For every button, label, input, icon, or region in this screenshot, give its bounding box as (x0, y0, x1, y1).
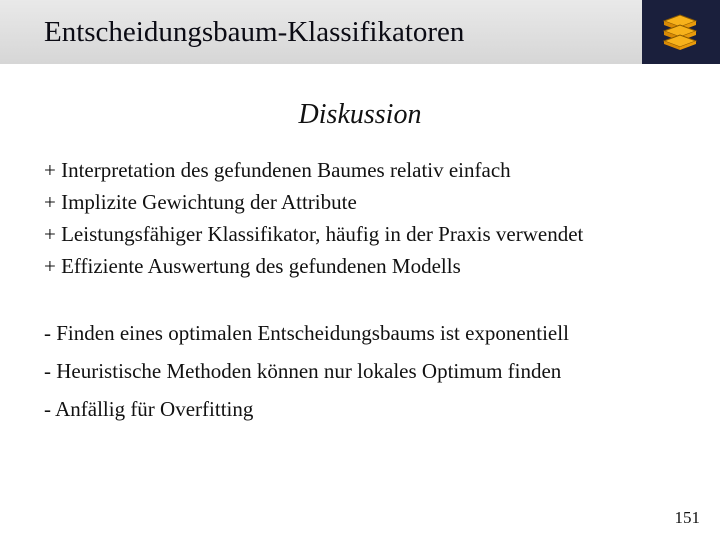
con-item: - Anfällig für Overfitting (44, 397, 254, 421)
slide-header (0, 0, 720, 64)
slide-title: Entscheidungsbaum-Klassifikatoren (44, 16, 465, 48)
pro-item: + Leistungsfähiger Klassifikator, häufig in der Praxis verwendet (44, 222, 584, 246)
pro-item: + Implizite Gewichtung der Attribute (44, 190, 357, 214)
stacked-layers-icon (660, 13, 700, 51)
pro-item: + Effiziente Auswertung des gefundenen Modells (44, 254, 461, 278)
slide-subtitle: Diskussion (298, 99, 422, 130)
con-item: - Finden eines optimalen Entscheidungsbaums ist exponentiell (44, 321, 569, 345)
logo (642, 0, 720, 64)
page-number: 151 (674, 508, 700, 527)
con-item: - Heuristische Methoden können nur lokales Optimum finden (44, 359, 562, 383)
pros-list (44, 154, 583, 282)
pro-item: + Interpretation des gefundenen Baumes relativ einfach (44, 158, 511, 182)
